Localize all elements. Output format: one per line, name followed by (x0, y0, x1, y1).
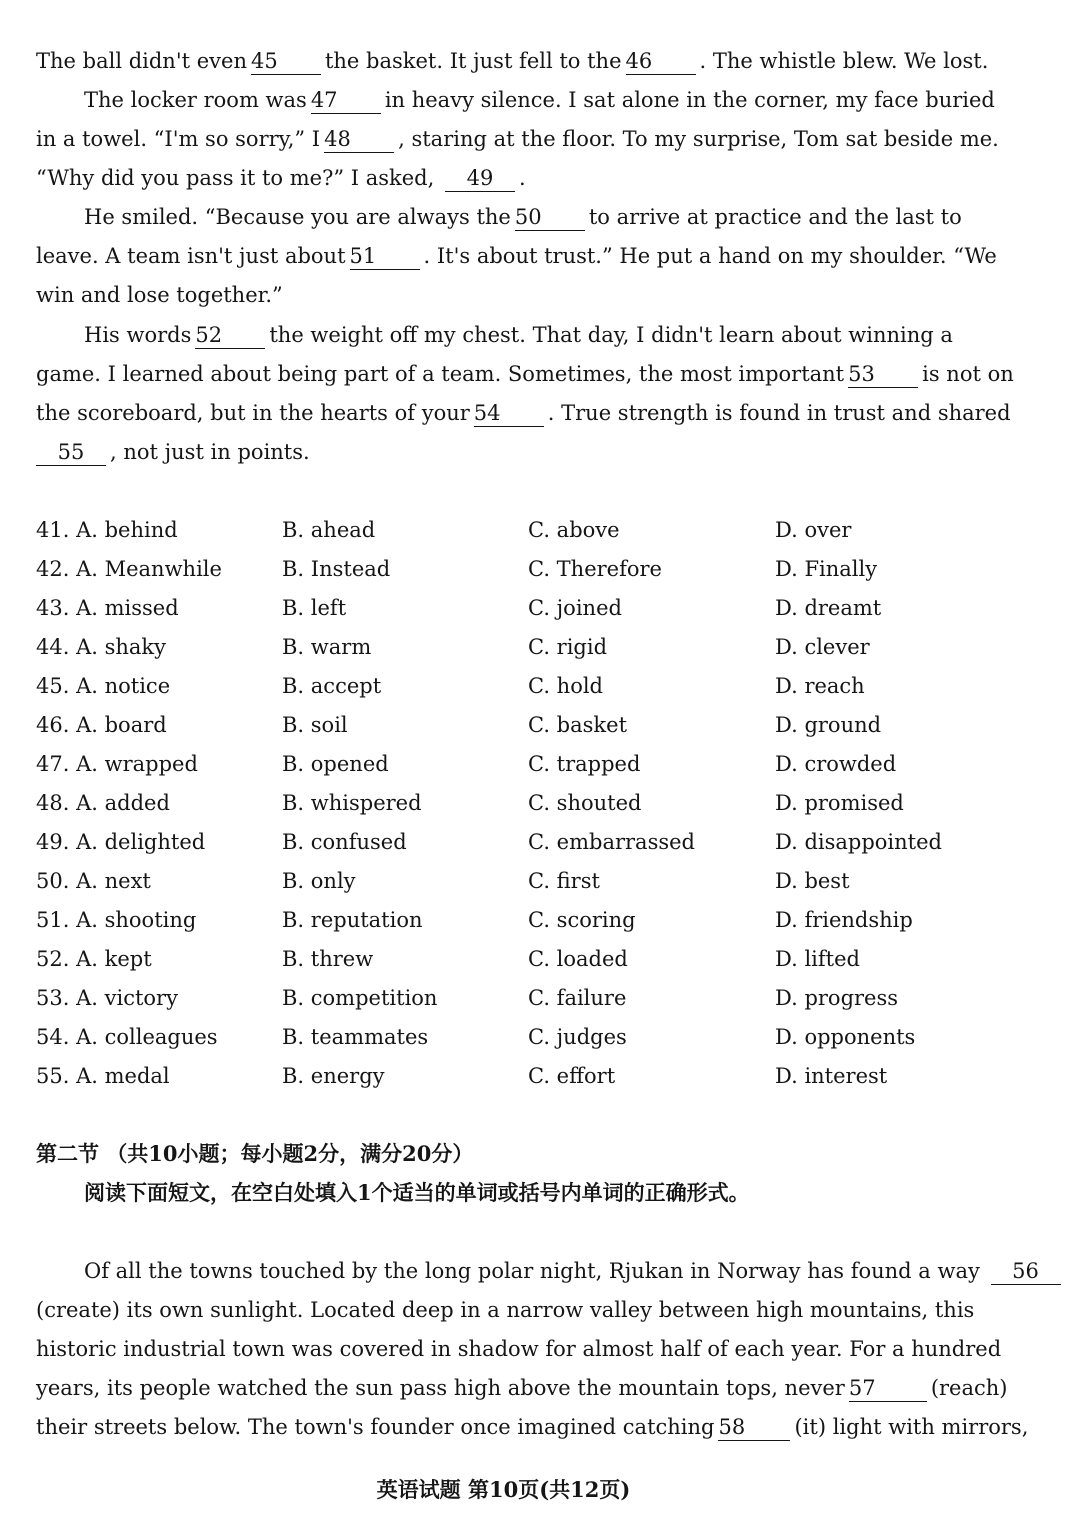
option-row-51: 51. A. shooting B. reputation C. scoring D. friendship (36, 908, 913, 932)
option-row-49: 49. A. delighted B. confused C. embarrassed D. disappointed (36, 830, 942, 854)
option-row-55: 55. A. medal B. energy C. effort D. interest (36, 1064, 888, 1088)
option-row-46: 46. A. board B. soil C. basket D. ground (36, 713, 882, 737)
blank-46: 46 (626, 48, 696, 75)
passage-line: The locker room was 47 in heavy silence. I sat alone in the corner, my face buried (84, 88, 995, 112)
blank-50: 50 (515, 204, 585, 231)
option-row-42: 42. A. Meanwhile B. Instead C. Therefore D. Finally (36, 557, 878, 581)
blank-45: 45 (251, 48, 321, 75)
page-footer: 英语试题 第10页(共12页) (376, 1477, 631, 1502)
option-row-53: 53. A. victory B. competition C. failure D. progress (36, 986, 899, 1010)
passage-line: He smiled. “Because you are always the 50 to arrive at practice and the last to (84, 205, 962, 229)
passage-line: Of all the towns touched by the long polar night, Rjukan in Norway has found a way 56 (84, 1255, 952, 1287)
passage-line: their streets below. The town's founder once imagined catching 58 (it) light with mirrors, (36, 1415, 1029, 1439)
option-row-45: 45. A. notice B. accept C. hold D. reach (36, 674, 865, 698)
passage-line: (create) its own sunlight. Located deep in a narrow valley between high mountains, this (36, 1298, 975, 1322)
option-row-41: 41. A. behind B. ahead C. above D. over (36, 518, 852, 542)
passage-line: in a towel. “I'm so sorry,” I 48 , staring at the floor. To my surprise, Tom sat beside me. (36, 127, 999, 151)
option-row-44: 44. A. shaky B. warm C. rigid D. clever (36, 635, 870, 659)
blank-55: 55 (36, 439, 106, 466)
blank-54: 54 (474, 400, 544, 427)
blank-57: 57 (849, 1375, 927, 1402)
passage-line: historic industrial town was covered in shadow for almost half of each year. For a hundred (36, 1337, 1002, 1361)
option-row-43: 43. A. missed B. left C. joined D. dreamt (36, 596, 882, 620)
blank-49: 49 (445, 165, 515, 192)
passage-line: game. I learned about being part of a team. Sometimes, the most important 53 is not on (36, 362, 1014, 386)
passage-line: win and lose together.” (36, 283, 283, 307)
option-row-47: 47. A. wrapped B. opened C. trapped D. crowded (36, 752, 897, 776)
option-row-52: 52. A. kept B. threw C. loaded D. lifted (36, 947, 860, 971)
blank-53: 53 (848, 361, 918, 388)
option-row-48: 48. A. added B. whispered C. shouted D. promised (36, 791, 904, 815)
passage-line: His words 52 the weight off my chest. That day, I didn't learn about winning a (84, 323, 953, 347)
passage-line: The ball didn't even 45 the basket. It just fell to the 46 . The whistle blew. We lost. (36, 49, 989, 73)
blank-51: 51 (350, 243, 420, 270)
option-row-50: 50. A. next B. only C. first D. best (36, 869, 850, 893)
blank-48: 48 (324, 126, 394, 153)
section-heading: 第二节 （共10小题；每小题2分，满分20分） (36, 1141, 474, 1166)
blank-58: 58 (718, 1414, 790, 1441)
option-row-54: 54. A. colleagues B. teammates C. judges D. opponents (36, 1025, 916, 1049)
passage-line: leave. A team isn't just about 51 . It's about trust.” He put a hand on my shoulder. “We (36, 244, 997, 268)
passage-line: years, its people watched the sun pass high above the mountain tops, never 57 (reach) (36, 1376, 1008, 1400)
blank-52: 52 (195, 322, 265, 349)
section-instruction: 阅读下面短文，在空白处填入1个适当的单词或括号内单词的正确形式。 (84, 1180, 750, 1205)
blank-56: 56 (991, 1258, 1061, 1285)
passage-line: 55 , not just in points. (36, 436, 952, 468)
passage-line: the scoreboard, but in the hearts of your 54 . True strength is found in trust and shared (36, 401, 1011, 425)
passage-line: “Why did you pass it to me?” I asked, 49 . (36, 166, 526, 190)
blank-47: 47 (311, 87, 381, 114)
